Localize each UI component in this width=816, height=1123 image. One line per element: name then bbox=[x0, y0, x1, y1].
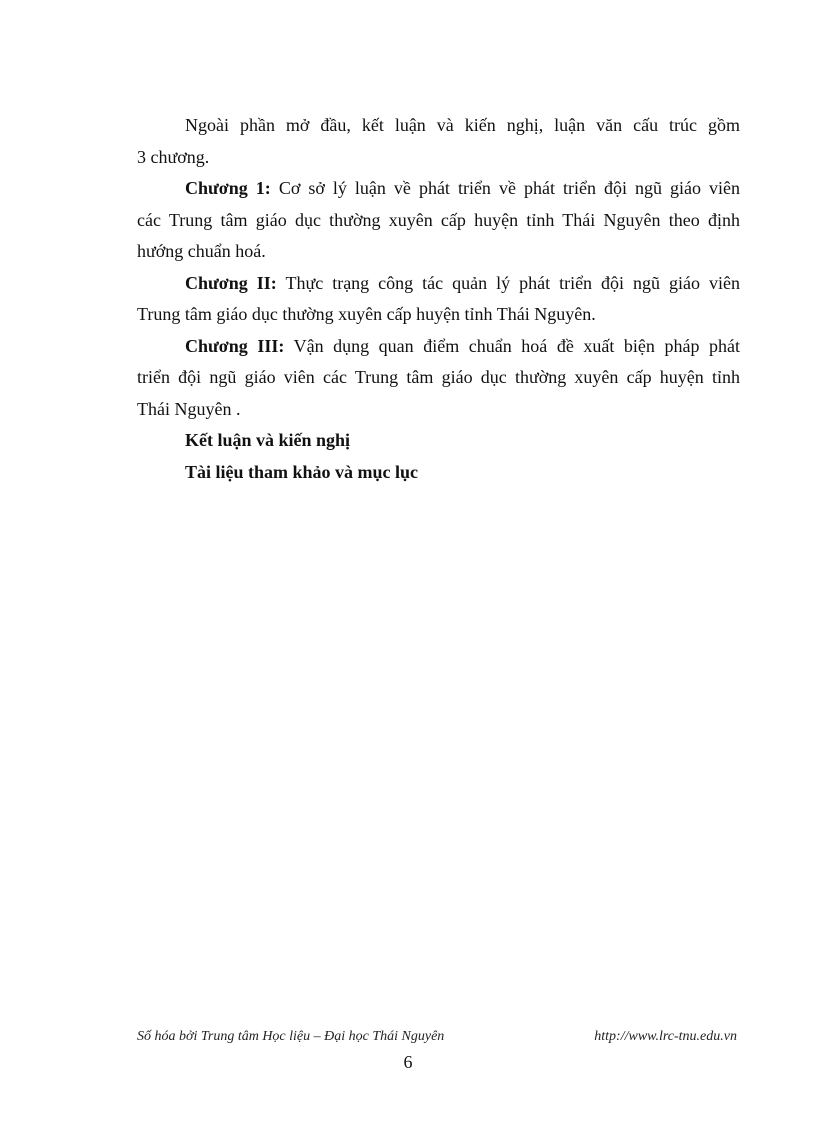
intro-paragraph-line-1: Ngoài phần mở đầu, kết luận và kiến nghị, luận văn cấu trúc gồm bbox=[185, 115, 740, 135]
chapter-1-line-1 bbox=[137, 173, 740, 205]
chapter-3-label: Chương III: bbox=[185, 335, 285, 356]
page-number: 6 bbox=[403, 1052, 413, 1072]
references-heading: Tài liệu tham khảo và mục lục bbox=[185, 461, 419, 482]
document-body bbox=[137, 110, 740, 488]
chapter-1-line-2: các Trung tâm giáo dục thường xuyên cấp huyện tỉnh Thái Nguyên theo định bbox=[137, 209, 740, 230]
chapter-3-line-1 bbox=[137, 331, 740, 363]
chapter-2-title-start: Thực trạng công tác quản lý phát triển đội ngũ giáo viên bbox=[276, 272, 740, 293]
chapter-3-line-2: triển đội ngũ giáo viên các Trung tâm giáo dục thường xuyên cấp huyện tỉnh bbox=[137, 367, 740, 387]
chapter-3-title-start: Vận dụng quan điểm chuẩn hoá đề xuất biện pháp phát bbox=[284, 335, 740, 356]
chapter-2-line-1 bbox=[137, 268, 740, 300]
conclusion-heading: Kết luận và kiến nghị bbox=[185, 430, 351, 450]
chapter-2-label: Chương II: bbox=[185, 272, 277, 293]
footer-url: http://www.lrc-tnu.edu.vn bbox=[594, 1029, 737, 1044]
chapter-1-label: Chương 1: bbox=[185, 178, 271, 198]
footer-digitization-credit: Số hóa bởi Trung tâm Học liệu – Đại học Thái Nguyên bbox=[137, 1029, 445, 1044]
chapter-1-title-start: Cơ sở lý luận về phát triển về phát triển đội ngũ giáo viên bbox=[270, 178, 740, 198]
chapter-1-line-3: hướng chuẩn hoá. bbox=[137, 241, 266, 261]
intro-paragraph-line-2: 3 chương. bbox=[137, 146, 210, 167]
chapter-2-line-2: Trung tâm giáo dục thường xuyên cấp huyện tỉnh Thái Nguyên. bbox=[137, 304, 596, 324]
chapter-3-line-3: Thái Nguyên . bbox=[137, 398, 241, 419]
